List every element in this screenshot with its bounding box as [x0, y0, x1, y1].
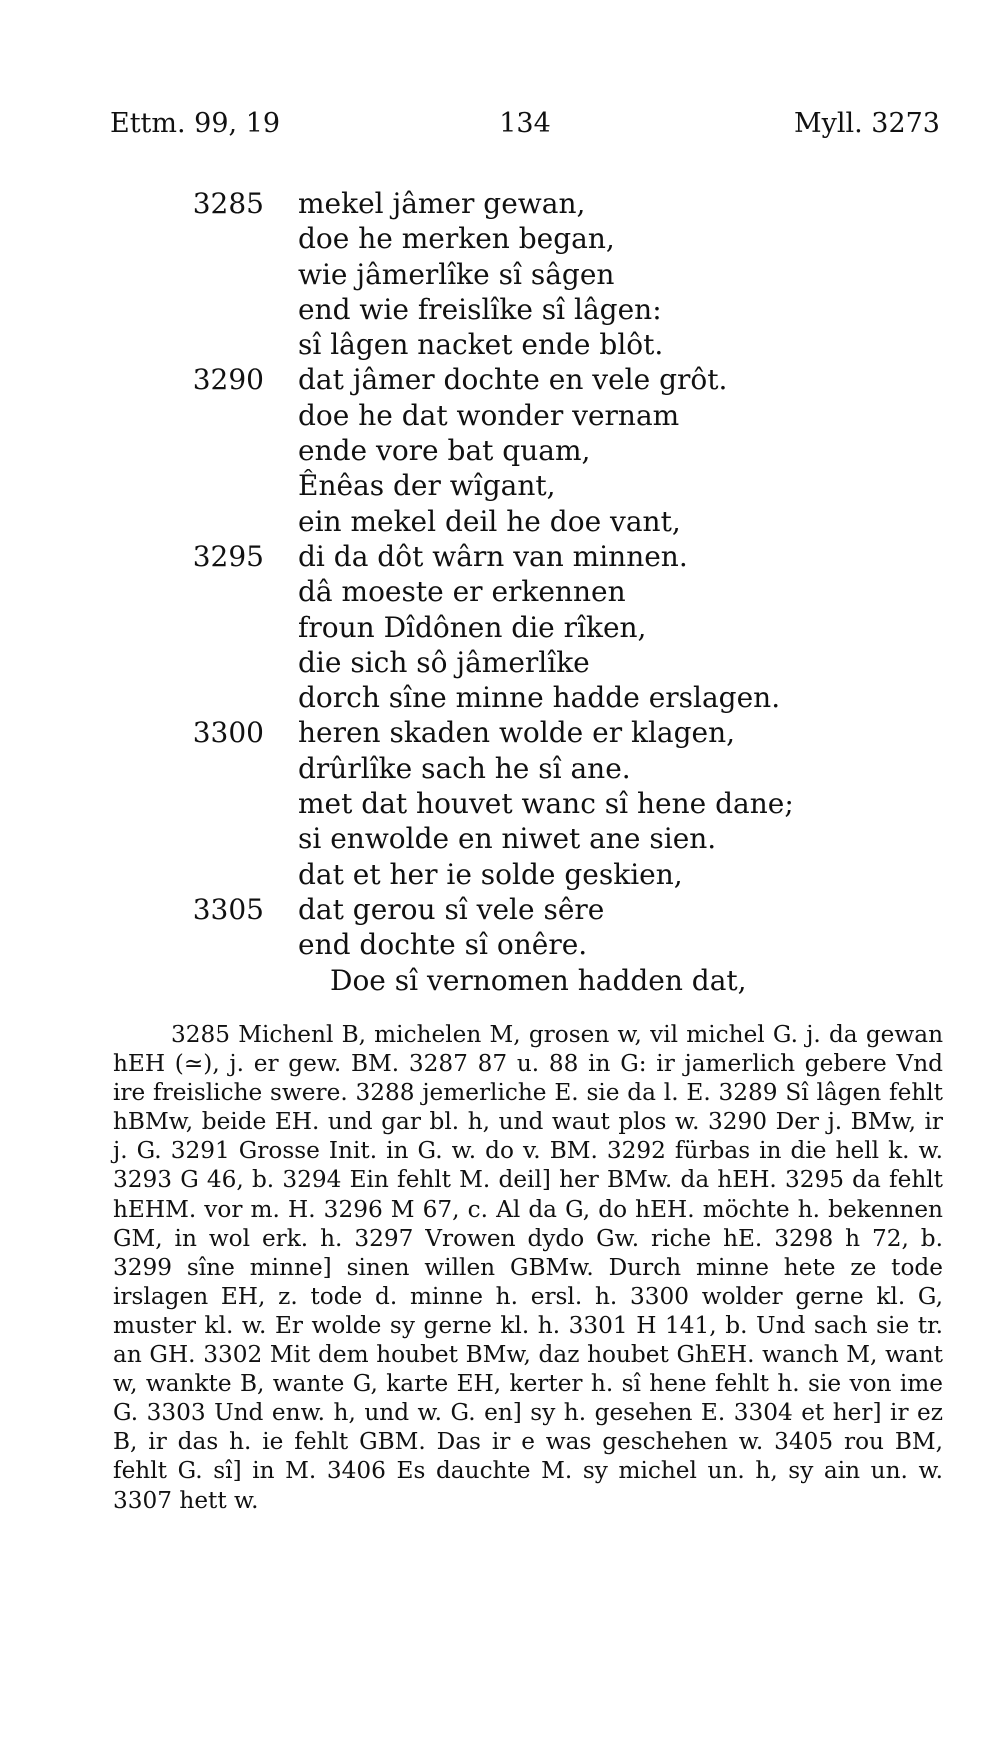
verse-text: die sich sô jâmerlîke	[298, 645, 590, 679]
verse-text: doe he dat wonder vernam	[298, 398, 680, 432]
verse-line	[0, 327, 1000, 362]
verse-line	[0, 504, 1000, 539]
verse-text: end wie freislîke sî lâgen:	[298, 292, 662, 326]
verse-text: doe he merken began,	[298, 222, 615, 256]
verse-text: di da dôt wârn van minnen.	[298, 539, 688, 573]
verse-text: si enwolde en niwet ane sien.	[298, 822, 717, 856]
verse-line	[0, 398, 1000, 433]
page-number: 134	[499, 108, 551, 139]
verse-line	[0, 610, 1000, 645]
verse-number: 3295	[192, 539, 264, 573]
verse-line	[0, 186, 1000, 221]
verse-text: Ênêas der wîgant,	[298, 469, 556, 503]
verse-line	[0, 680, 1000, 715]
apparatus-text: 3285 Michenl B, michelen M, grosen w, vil michel G. j. da gewan hEH (≃), j. er gew. BM. 3287 87 u. 88 in G: ir jamerlich gebere Vnd ire freisliche swere. 3288 jemerliche E. sie da l. E. 3289 Sî lâgen fehlt hBMw, beide EH. und gar bl. h, und waut plos w. 3290 Der j. BMw, ir j. G. 3291 Grosse Init. in G. w. do v. BM. 3292 fürbas in die hell k. w. 3293 G 46, b. 3294 Ein fehlt M. deil] her BMw. da hEH. 3295 da fehlt hEHM. vor m. H. 3296 M 67, c. Al da G, do hEH. möchte h. bekennen GM, in wol erk. h. 3297 Vrowen dydo Gw. riche hE. 3298 h 72, b. 3299 sîne minne] sinen willen GBMw. Durch minne hete ze tode irslagen EH, z. tode d. minne h. ersl. h. 3300 wolder gerne kl. G, muster kl. w. Er wolde sy gerne kl. h. 3301 H 141, b. Und sach sie tr. an GH. 3302 Mit dem houbet BMw, daz houbet GhEH. wanch M, want w, wankte B, wante G, karte EH, kerter h. sî hene fehlt h. sie von ime G. 3303 Und enw. h, und w. G. en] sy h. gesehen E. 3304 et her] ir ez B, ir das h. ie fehlt GBM. Das ir e was geschehen w. 3405 rou BM, fehlt G. sî] in M. 3406 Es dauchte M. sy michel un. h, sy ain un. w. 3307 hett w.	[113, 1021, 943, 1514]
header-right-reference: Myll. 3273	[793, 108, 940, 139]
verse-text: mekel jâmer gewan,	[298, 187, 586, 220]
verse-line	[0, 821, 1000, 856]
verse-line	[0, 574, 1000, 609]
verse-text: ende vore bat quam,	[298, 434, 591, 468]
verse-text: dorch sîne minne hadde erslagen.	[298, 681, 781, 715]
verse-line	[0, 857, 1000, 892]
verse-number: 3290	[192, 363, 264, 397]
verse-text: dat jâmer dochte en vele grôt.	[298, 363, 728, 397]
verse-line	[0, 927, 1000, 962]
verse-number: 3285	[192, 187, 264, 220]
verse-text: froun Dîdônen die rîken,	[298, 610, 647, 644]
verse-line	[0, 433, 1000, 468]
verse-text: wie jâmerlîke sî sâgen	[298, 257, 615, 291]
verse-line	[0, 539, 1000, 574]
verse-line	[0, 751, 1000, 786]
verse-line	[0, 963, 1000, 998]
verse-text: dâ moeste er erkennen	[298, 575, 626, 609]
running-header	[110, 108, 940, 148]
verse-line	[0, 645, 1000, 680]
verse-text: dat gerou sî vele sêre	[298, 892, 605, 926]
verse-line	[0, 257, 1000, 292]
verse-number: 3305	[192, 892, 264, 926]
critical-apparatus	[113, 1020, 943, 1515]
verse-text: heren skaden wolde er klagen,	[298, 716, 736, 750]
verse-text: end dochte sî onêre.	[298, 928, 588, 962]
verse-line	[0, 221, 1000, 256]
header-left-reference: Ettm. 99, 19	[110, 108, 281, 139]
verse-line	[0, 292, 1000, 327]
verse-line	[0, 892, 1000, 927]
verse-line	[0, 786, 1000, 821]
verse-text: drûrlîke sach he sî ane.	[298, 751, 631, 785]
verse-text: sî lâgen nacket ende blôt.	[298, 328, 664, 362]
verse-text: met dat houvet wanc sî hene dane;	[298, 787, 794, 821]
verse-block	[0, 186, 1000, 998]
verse-text: dat et her ie solde geskien,	[298, 857, 683, 891]
verse-line	[0, 362, 1000, 397]
verse-text: Doe sî vernomen hadden dat,	[330, 963, 747, 997]
verse-line	[0, 715, 1000, 750]
verse-number: 3300	[192, 716, 264, 750]
verse-text: ein mekel deil he doe vant,	[298, 504, 681, 538]
verse-line	[0, 468, 1000, 503]
